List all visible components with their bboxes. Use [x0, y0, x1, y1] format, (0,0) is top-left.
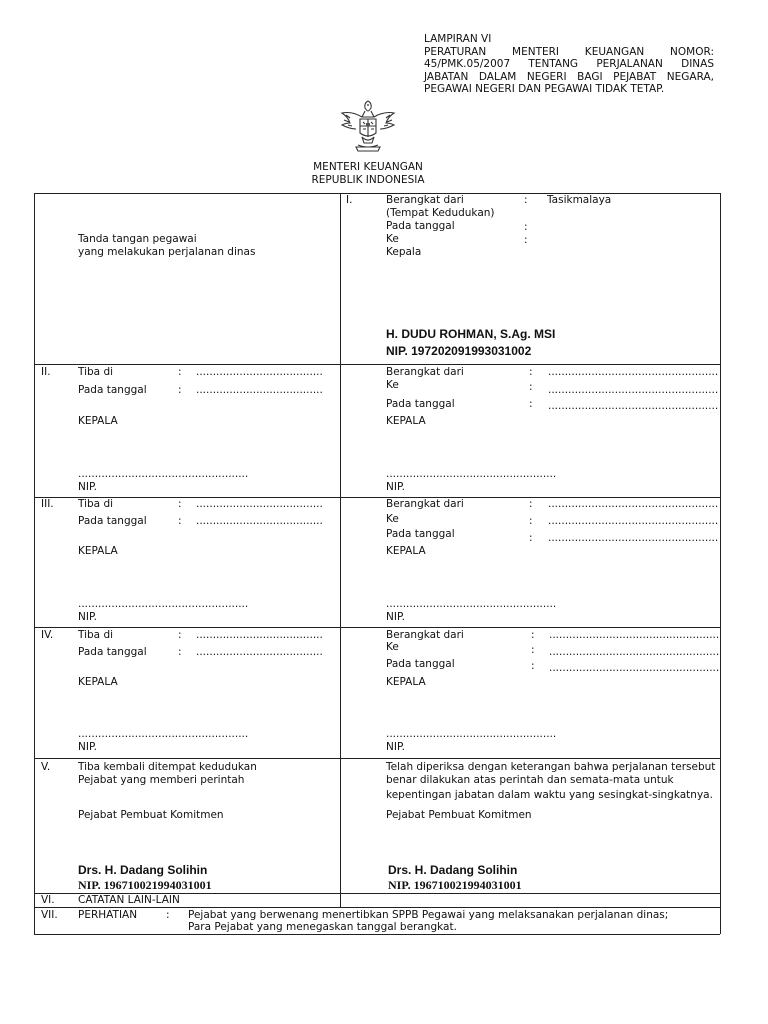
section2-right-sign-blank: ................................................... — [386, 468, 557, 480]
section5-numeral: V. — [41, 761, 51, 773]
section3-berangkat-label: Berangkat dari — [386, 498, 464, 510]
section3-colon-berangkat: : — [529, 498, 533, 510]
lampiran-header — [424, 33, 714, 96]
table-border-left — [34, 193, 35, 934]
section4-colon-tiba: : — [178, 629, 182, 641]
section1-tempat-note: (Tempat Kedudukan) — [386, 207, 495, 219]
section2-berangkat-blank: ................................................... — [548, 366, 719, 378]
section1-numeral: I. — [346, 194, 353, 206]
section5-left-line-1: Tiba kembali ditempat kedudukan — [78, 761, 257, 773]
section3-tiba-label: Tiba di — [78, 498, 114, 510]
section4-left-nip: NIP. — [78, 741, 97, 753]
header-line-4: JABATAN DALAM NEGERI BAGI PEJABAT NEGARA, — [424, 70, 714, 83]
section3-tanggal-blank: ...................................... — [196, 515, 323, 527]
section2-tanggal-blank: ...................................... — [196, 384, 323, 396]
section4-left-kepala: KEPALA — [78, 676, 118, 688]
section2-left-nip: NIP. — [78, 481, 97, 493]
section3-colon-right-tanggal: : — [529, 532, 533, 544]
section3-left-nip: NIP. — [78, 611, 97, 623]
section5-right-signer-nip: NIP. 196710021994031001 — [388, 878, 522, 892]
column-divider — [340, 193, 341, 907]
section2-tiba-label: Tiba di — [78, 366, 114, 378]
section2-tiba-blank: ...................................... — [196, 366, 323, 378]
section1-left-line-2: yang melakukan perjalanan dinas — [78, 246, 256, 258]
section1-ke: Ke — [386, 233, 399, 245]
section4-tanggal-blank: ...................................... — [196, 646, 323, 658]
section1-colon-3: : — [524, 234, 528, 246]
section2-left-kepala: KEPALA — [78, 415, 118, 427]
section5-left-line-2: Pejabat yang memberi perintah — [78, 774, 245, 786]
garuda-emblem-icon — [336, 95, 400, 157]
section3-right-nip: NIP. — [386, 611, 405, 623]
section1-left-line-1: Tanda tangan pegawai — [78, 233, 197, 245]
section2-berangkat-label: Berangkat dari — [386, 366, 464, 378]
section6-numeral: VI. — [41, 894, 55, 906]
ministry-line-1: MENTERI KEUANGAN — [313, 161, 423, 173]
row-divider-4 — [34, 758, 720, 759]
section6-label: CATATAN LAIN-LAIN — [78, 894, 180, 906]
ministry-line-2: REPUBLIK INDONESIA — [311, 174, 425, 186]
section7-label: PERHATIAN — [78, 909, 138, 921]
section4-right-nip: NIP. — [386, 741, 405, 753]
section7-numeral: VII. — [41, 909, 58, 921]
section4-colon-tanggal: : — [178, 646, 182, 658]
section2-left-sign-blank: ................................................... — [78, 468, 249, 480]
section3-colon-ke: : — [529, 515, 533, 527]
section5-left-signer-nip: NIP. 196710021994031001 — [78, 878, 212, 892]
section2-right-nip: NIP. — [386, 481, 405, 493]
section3-left-kepala: KEPALA — [78, 545, 118, 557]
section4-tiba-label: Tiba di — [78, 629, 114, 641]
section2-right-kepala: KEPALA — [386, 415, 426, 427]
section3-ke-label: Ke — [386, 513, 399, 525]
section5-right-line-2: benar dilakukan atas perintah dan semata-mata untuk — [386, 774, 674, 786]
section5-left-ppk: Pejabat Pembuat Komitmen — [78, 809, 224, 821]
section3-right-sign-blank: ................................................... — [386, 598, 557, 610]
section4-colon-berangkat: : — [531, 629, 535, 641]
section2-colon-berangkat: : — [529, 366, 533, 378]
section4-right-kepala: KEPALA — [386, 676, 426, 688]
section1-kepala: Kepala — [386, 246, 422, 258]
section3-colon-tiba: : — [178, 498, 182, 510]
section4-tanggal-label: Pada tanggal — [78, 646, 147, 658]
section2-numeral: II. — [41, 366, 51, 378]
section1-signer-nip: NIP. 197202091993031002 — [386, 344, 532, 358]
section1-berangkat-label: Berangkat dari — [386, 194, 464, 206]
row-divider-1 — [34, 364, 720, 365]
header-line-5: PEGAWAI NEGERI DAN PEGAWAI TIDAK TETAP. — [424, 83, 665, 95]
section3-tiba-blank: ...................................... — [196, 498, 323, 510]
section2-tanggal-label: Pada tanggal — [78, 384, 147, 396]
section5-right-line-1: Telah diperiksa dengan keterangan bahwa perjalanan tersebut — [386, 761, 716, 773]
section4-berangkat-blank: ................................................... — [549, 629, 720, 641]
section5-left-signer-name: Drs. H. Dadang Solihin — [78, 863, 208, 877]
section2-colon-tiba: : — [178, 366, 182, 378]
section3-berangkat-blank: ................................................... — [548, 498, 719, 510]
section1-colon-2: : — [524, 221, 528, 233]
section7-line-1: Pejabat yang berwenang menertibkan SPPB Pegawai yang melaksanakan perjalanan dinas; — [188, 909, 669, 921]
section4-left-sign-blank: ................................................... — [78, 728, 249, 740]
section1-berangkat-value: Tasikmalaya — [547, 194, 612, 206]
section4-ke-label: Ke — [386, 641, 399, 653]
section4-ke-blank: ................................................... — [549, 646, 720, 658]
section2-right-tanggal-blank: ................................................... — [548, 400, 719, 412]
section1-signer-name: H. DUDU ROHMAN, S.Ag. MSI — [386, 327, 556, 341]
section2-colon-tanggal: : — [178, 384, 182, 396]
table-border-right — [720, 193, 721, 934]
section7-line-2: Para Pejabat yang menegaskan tanggal berangkat. — [188, 921, 457, 933]
section7-colon: : — [166, 909, 170, 921]
section4-right-tanggal-blank: ................................................... — [549, 662, 720, 674]
section5-right-signer-name: Drs. H. Dadang Solihin — [388, 863, 518, 877]
header-line-2: PERATURAN MENTERI KEUANGAN NOMOR: — [424, 45, 714, 58]
section1-pada-tanggal: Pada tanggal — [386, 220, 455, 232]
section2-ke-label: Ke — [386, 379, 399, 391]
table-border-bottom — [34, 934, 720, 935]
section4-right-tanggal-label: Pada tanggal — [386, 658, 455, 670]
section2-right-tanggal-label: Pada tanggal — [386, 398, 455, 410]
section3-tanggal-label: Pada tanggal — [78, 515, 147, 527]
section3-colon-tanggal: : — [178, 515, 182, 527]
section4-tiba-blank: ...................................... — [196, 629, 323, 641]
section3-ke-blank: ................................................... — [548, 515, 719, 527]
table-border-top — [34, 193, 720, 194]
header-line-3: 45/PMK.05/2007 TENTANG PERJALANAN DINAS — [424, 58, 714, 70]
section2-ke-blank: ................................................... — [548, 384, 719, 396]
section5-right-line-3: kepentingan jabatan dalam waktu yang sesingkat-singkatnya. — [386, 789, 713, 801]
section3-right-tanggal-label: Pada tanggal — [386, 528, 455, 540]
section1-colon-1: : — [524, 194, 528, 206]
row-divider-3 — [34, 627, 720, 628]
section5-right-ppk: Pejabat Pembuat Komitmen — [386, 809, 532, 821]
section2-colon-right-tanggal: : — [529, 398, 533, 410]
ministry-title — [268, 161, 468, 187]
header-line-1: LAMPIRAN VI — [424, 33, 492, 45]
section3-left-sign-blank: ................................................... — [78, 598, 249, 610]
section3-numeral: III. — [41, 498, 54, 510]
row-divider-6 — [34, 907, 720, 908]
section4-numeral: IV. — [41, 629, 54, 641]
section4-berangkat-label: Berangkat dari — [386, 629, 464, 641]
section3-right-kepala: KEPALA — [386, 545, 426, 557]
section3-right-tanggal-blank: ................................................... — [548, 532, 719, 544]
section4-colon-right-tanggal: : — [531, 660, 535, 672]
section4-right-sign-blank: ................................................... — [386, 728, 557, 740]
section2-colon-ke: : — [529, 381, 533, 393]
section4-colon-ke: : — [531, 644, 535, 656]
